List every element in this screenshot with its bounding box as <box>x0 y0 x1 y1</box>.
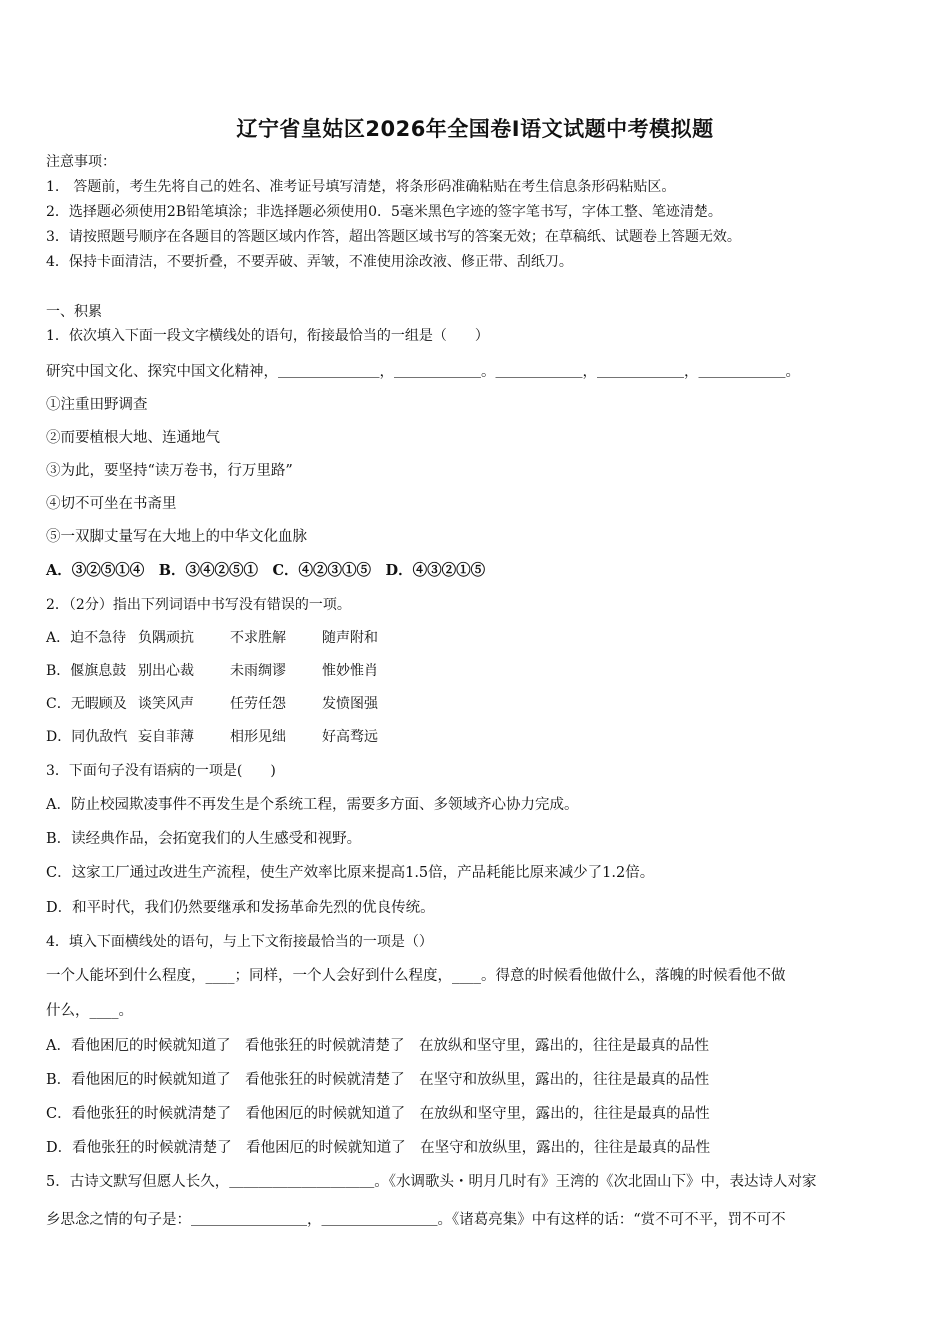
q2-option-d <box>46 727 910 747</box>
q2-option-b <box>46 661 910 681</box>
q1-item-4: ④切不可坐在书斋里 <box>46 496 177 512</box>
q1-item-5: ⑤一双脚丈量写在大地上的中华文化血脉 <box>46 529 307 545</box>
q2-c-word-1: C．无暇顾及 <box>46 696 127 712</box>
q3-option-c: C．这家工厂通过改进生产流程，使生产效率比原来提高1.5倍，产品耗能比原来减少了1.2倍。 <box>46 865 655 881</box>
notice-heading: 注意事项： <box>46 154 116 170</box>
q4-passage-line-2: 什么，____。 <box>46 1003 133 1019</box>
notice-item-2: 2．选择题必须使用2B铅笔填涂；非选择题必须使用0．5毫米黑色字迹的签字笔书写，字体工整、笔迹清楚。 <box>46 204 722 220</box>
q4-option-a: A．看他困厄的时候就知道了 看他张狂的时候就清楚了 在放纵和坚守里，露出的，往往是最真的品性 <box>46 1038 709 1054</box>
q1-item-3: ③为此，要坚持“读万卷书，行万里路” <box>46 463 293 479</box>
q2-c-word-2: 谈笑风声 <box>138 696 194 712</box>
q3-option-d: D．和平时代，我们仍然要继承和发扬革命先烈的优良传统。 <box>46 900 435 916</box>
q2-a-word-2: 负隅顽抗 <box>138 630 194 646</box>
q3-stem: 3．下面句子没有语病的一项是( ) <box>46 763 276 779</box>
q2-a-word-3: 不求胜解 <box>230 630 286 646</box>
q4-option-c: C．看他张狂的时候就清楚了 看他困厄的时候就知道了 在放纵和坚守里，露出的，往往是最真的品性 <box>46 1106 710 1122</box>
notice-item-4: 4．保持卡面清洁，不要折叠，不要弄破、弄皱，不准使用涂改液、修正带、刮纸刀。 <box>46 254 573 270</box>
q2-stem: 2．（2分）指出下列词语中书写没有错误的一项。 <box>46 597 351 613</box>
q4-option-b: B．看他困厄的时候就知道了 看他张狂的时候就清楚了 在坚守和放纵里，露出的，往往是最真的品性 <box>46 1072 710 1088</box>
q2-a-word-1: A．迫不急待 <box>46 630 127 646</box>
q4-stem: 4．填入下面横线处的语句，与上下文衔接最恰当的一项是（） <box>46 934 433 950</box>
q2-b-word-1: B．偃旗息鼓 <box>46 663 127 679</box>
q1-options: A．③②⑤①④ B．③④②⑤① C．④②③①⑤ D．④③②①⑤ <box>46 562 486 579</box>
q2-a-word-4: 随声附和 <box>322 630 378 646</box>
q2-option-c <box>46 694 910 714</box>
q2-b-word-4: 惟妙惟肖 <box>322 663 378 679</box>
q3-option-b: B．读经典作品，会拓宽我们的人生感受和视野。 <box>46 831 362 847</box>
q4-option-d: D．看他张狂的时候就清楚了 看他困厄的时候就知道了 在坚守和放纵里，露出的，往往是最真的品性 <box>46 1140 711 1156</box>
q1-stem: 1．依次填入下面一段文字横线处的语句，衔接最恰当的一组是（ ） <box>46 328 489 344</box>
q1-item-1: ①注重田野调查 <box>46 397 148 413</box>
q4-passage-line-1: 一个人能坏到什么程度，____；同样，一个人会好到什么程度，____。得意的时候看他做什么，落魄的时候看他不做 <box>46 968 786 984</box>
q5-line-1: 5．古诗文默写但愿人长久，＿＿＿＿＿＿＿＿＿＿。《水调歌头・明月几时有》王湾的《次北固山下》中，表达诗人对家 <box>46 1174 817 1190</box>
q2-option-a <box>46 628 910 648</box>
notice-item-3: 3．请按照题号顺序在各题目的答题区域内作答，超出答题区域书写的答案无效；在草稿纸、试题卷上答题无效。 <box>46 229 741 245</box>
q2-b-word-3: 未雨绸谬 <box>230 663 286 679</box>
q2-d-word-3: 相形见绌 <box>230 729 286 745</box>
q2-b-word-2: 别出心裁 <box>138 663 194 679</box>
q3-option-a: A．防止校园欺凌事件不再发生是个系统工程，需要多方面、多领域齐心协力完成。 <box>46 797 579 813</box>
q1-passage: 研究中国文化、探究中国文化精神，＿＿＿＿＿＿＿，＿＿＿＿＿＿。＿＿＿＿＿＿，＿＿＿＿＿＿，＿＿＿＿＿＿。 <box>46 364 800 380</box>
q2-c-word-4: 发愤图强 <box>322 696 378 712</box>
q2-d-word-2: 妄自菲薄 <box>138 729 194 745</box>
q2-c-word-3: 任劳任怨 <box>230 696 286 712</box>
section-heading: 一、积累 <box>46 304 102 320</box>
page-title: 辽宁省皇姑区2026年全国卷Ⅰ语文试题中考模拟题 <box>236 117 714 141</box>
q2-d-word-4: 好高骛远 <box>322 729 378 745</box>
notice-item-1: 1. 答题前，考生先将自己的姓名、准考证号填写清楚，将条形码准确粘贴在考生信息条形码粘贴区。 <box>46 179 676 195</box>
q2-d-word-1: D．同仇敌忾 <box>46 729 128 745</box>
q5-line-2: 乡思念之情的句子是：＿＿＿＿＿＿＿＿，＿＿＿＿＿＿＿＿。《诸葛亮集》中有这样的话：“赏不可不平，罚不可不 <box>46 1212 786 1228</box>
q1-item-2: ②而要植根大地、连通地气 <box>46 430 220 446</box>
